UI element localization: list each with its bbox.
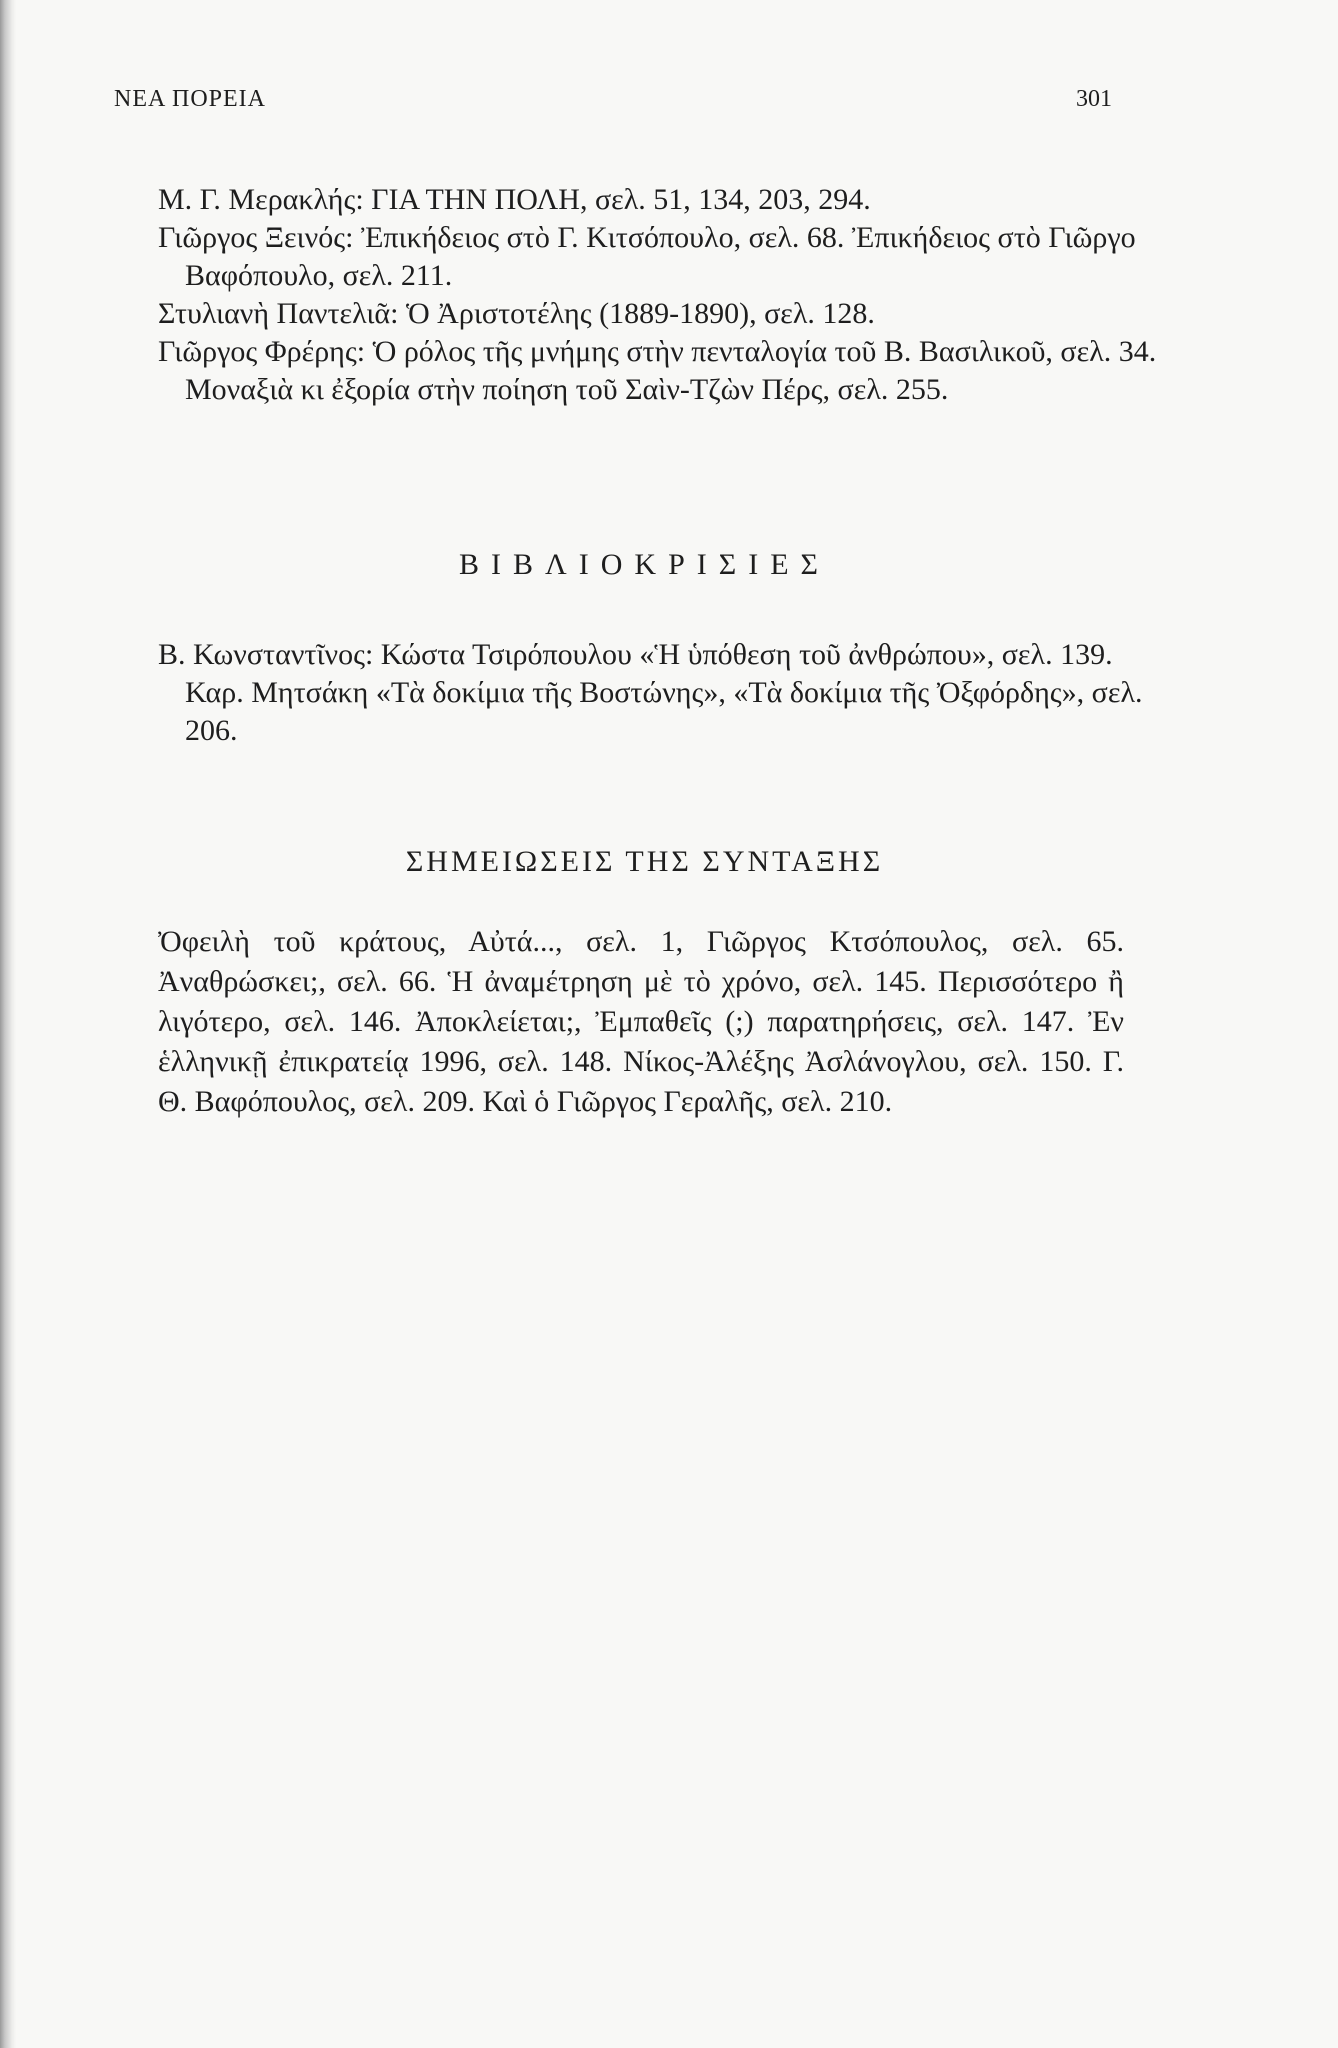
editorial-notes-heading: ΣΗΜΕΙΩΣΕΙΣ ΤΗΣ ΣΥΝΤΑΞΗΣ bbox=[405, 845, 884, 878]
index-entry: Γιῶργος Φρέρης: Ὁ ρόλος τῆς μνήμης στὴν πενταλογία τοῦ Β. Βασιλικοῦ, σελ. 34. Μοναξιὰ κι ἐξορία στὴν ποίηση τοῦ Σαὶν-Τζὼν Πέρς, σελ. 255. bbox=[158, 335, 1157, 406]
index-entry-list bbox=[158, 181, 1158, 409]
index-entry: Γιῶργος Ξεινός: Ἐπικήδειος στὸ Γ. Κιτσόπουλο, σελ. 68. Ἐπικήδειος στὸ Γιῶργο Βαφόπουλο, σελ. 211. bbox=[158, 221, 1136, 292]
editorial-notes-paragraph: Ὀφειλὴ τοῦ κράτους, Αὐτά..., σελ. 1, Γιῶργος Κτσόπουλος, σελ. 65. Ἀναθρώσκει;, σελ. 66. Ἡ ἀναμέτρηση μὲ τὸ χρόνο, σελ. 145. Περισσότερο ἢ λιγότερο, σελ. 146. Ἀποκλείεται;, Ἐμπαθεῖς (;) παρατηρήσεις, σελ. 147. Ἐν ἑλληνικῇ ἐπικρατείᾳ 1996, σελ. 148. Νίκος-Ἀλέξης Ἀσλάνογλου, σελ. 150. Γ. Θ. Βαφόπουλος, σελ. 209. Καὶ ὁ Γιῶργος Γεραλῆς, σελ. 210. bbox=[158, 925, 1124, 1118]
reviews-entry-list bbox=[158, 636, 1158, 750]
index-entry: Στυλιανὴ Παντελιᾶ: Ὁ Ἀριστοτέλης (1889-1890), σελ. 128. bbox=[158, 297, 875, 330]
review-entry: Β. Κωνσταντῖνος: Κώστα Τσιρόπουλου «Ἡ ὑπόθεση τοῦ ἀνθρώπου», σελ. 139. Καρ. Μητσάκη «Τὰ δοκίμια τῆς Βοστώνης», «Τὰ δοκίμια τῆς Ὀξφόρδης», σελ. 206. bbox=[158, 638, 1143, 747]
scan-edge-shadow bbox=[0, 0, 16, 2048]
page-number: 301 bbox=[1076, 86, 1112, 112]
index-entry: Μ. Γ. Μερακλής: ΓΙΑ ΤΗΝ ΠΟΛΗ, σελ. 51, 134, 203, 294. bbox=[158, 183, 871, 216]
reviews-heading: ΒΙΒΛΙΟΚΡΙΣΙΕΣ bbox=[459, 548, 830, 581]
running-head: ΝΕΑ ΠΟΡΕΙΑ bbox=[114, 86, 266, 112]
